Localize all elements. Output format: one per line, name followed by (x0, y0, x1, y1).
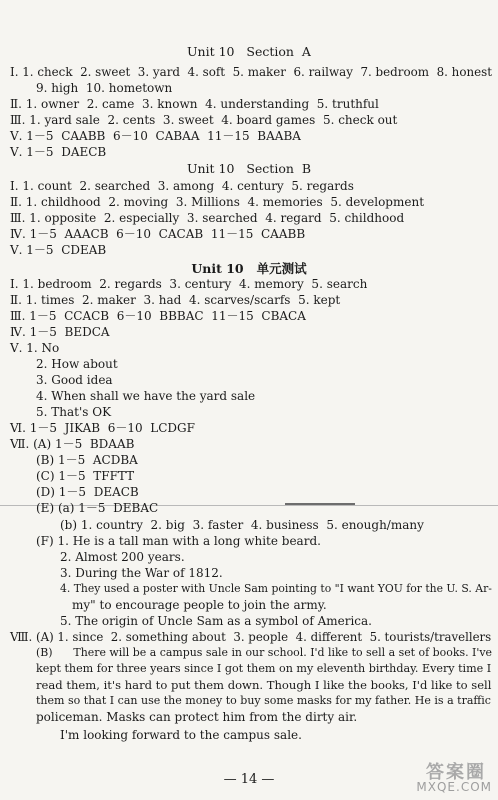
answer-line: Ⅴ. 1－5 CAABB 6－10 CABAA 11－15 BAABA (10, 129, 301, 143)
answer-line: Ⅲ. 1－5 CCACB 6－10 BBBAC 11－15 CBACA (10, 309, 306, 323)
answer-line: (b) 1. country 2. big 3. faster 4. business 5. enough/many (60, 518, 424, 532)
answer-line: kept them for three years since I got them on my eleventh birthday. Every time I (36, 662, 492, 675)
answer-line: Ⅵ. 1－5 JIKAB 6－10 LCDGF (10, 421, 195, 435)
answer-line: 9. high 10. hometown (36, 81, 173, 95)
answer-line: read them, it's hard to put them down. Though I like the books, I'd like to sell (36, 678, 492, 692)
answer-line: (C) 1－5 TFFTT (36, 469, 135, 483)
answer-line: Ⅲ. 1. opposite 2. especially 3. searched 4. regard 5. childhood (10, 211, 405, 225)
answer-line: (B) There will be a campus sale in our school. I'd like to sell a set of books. I've (36, 646, 492, 659)
answer-line: Ⅰ. 1. count 2. searched 3. among 4. century 5. regards (10, 179, 354, 193)
answer-line: Ⅳ. 1－5 BEDCA (10, 325, 110, 339)
answer-line: Ⅲ. 1. yard sale 2. cents 3. sweet 4. board games 5. check out (10, 113, 398, 127)
answer-line: (F) 1. He is a tall man with a long white beard. (36, 534, 321, 548)
answer-line: 2. Almost 200 years. (60, 550, 185, 564)
answer-line: Ⅴ. 1－5 CDEAB (10, 243, 107, 257)
answer-line: 3. During the War of 1812. (60, 566, 223, 580)
answer-line: I'm looking forward to the campus sale. (60, 728, 302, 742)
answer-line: Ⅴ. 1－5 DAECB (10, 145, 107, 159)
section-title-unit10-b: Unit 10 Section B (186, 161, 312, 176)
answer-line: (D) 1－5 DEACB (36, 485, 139, 499)
scan-fold-mark (285, 503, 355, 505)
answer-line: Ⅰ. 1. check 2. sweet 3. yard 4. soft 5. maker 6. railway 7. bedroom 8. honest (10, 65, 493, 79)
answer-line: Ⅶ. (A) 1－5 BDAAB (10, 437, 135, 451)
answer-line: policeman. Masks can protect him from the dirty air. (36, 710, 358, 724)
answer-line: (E) (a) 1－5 DEBAC (36, 501, 159, 515)
watermark (418, 758, 492, 794)
answer-line: Ⅷ. (A) 1. since 2. something about 3. people 4. different 5. tourists/travellers (10, 630, 492, 644)
answer-line: 4. When shall we have the yard sale (36, 389, 256, 403)
answer-line: Ⅱ. 1. owner 2. came 3. known 4. understanding 5. truthful (10, 97, 379, 111)
answer-line: them so that I can use the money to buy some masks for my father. He is a traffic (36, 694, 491, 707)
watermark-site: MXQE.COM (416, 780, 492, 794)
answer-line: 2. How about (36, 357, 118, 371)
answer-line: Ⅴ. 1. No (10, 341, 60, 355)
answer-line: 5. That's OK (36, 405, 112, 419)
answer-line: Ⅱ. 1. times 2. maker 3. had 4. scarves/scarfs 5. kept (10, 293, 341, 307)
answer-line: Ⅰ. 1. bedroom 2. regards 3. century 4. memory 5. search (10, 277, 368, 291)
page-number: — 14 — (223, 772, 275, 787)
watermark-logo: 答案圈 (426, 762, 486, 783)
section-title-unit10-test: Unit 10 单元测试 (191, 261, 307, 276)
section-title-unit10-a: Unit 10 Section A (187, 44, 311, 59)
answer-line: Ⅱ. 1. childhood 2. moving 3. Millions 4. memories 5. development (10, 195, 425, 209)
answer-line: my" to encourage people to join the army. (72, 598, 327, 612)
answer-line: Ⅳ. 1－5 AAACB 6－10 CACAB 11－15 CAABB (10, 227, 306, 241)
answer-line: 4. They used a poster with Uncle Sam pointing to "I want YOU for the U. S. Ar- (60, 582, 492, 595)
answer-line: 3. Good idea (36, 373, 113, 387)
answer-line: 5. The origin of Uncle Sam as a symbol of America. (60, 614, 372, 628)
answer-line: (B) 1－5 ACDBA (36, 453, 138, 467)
